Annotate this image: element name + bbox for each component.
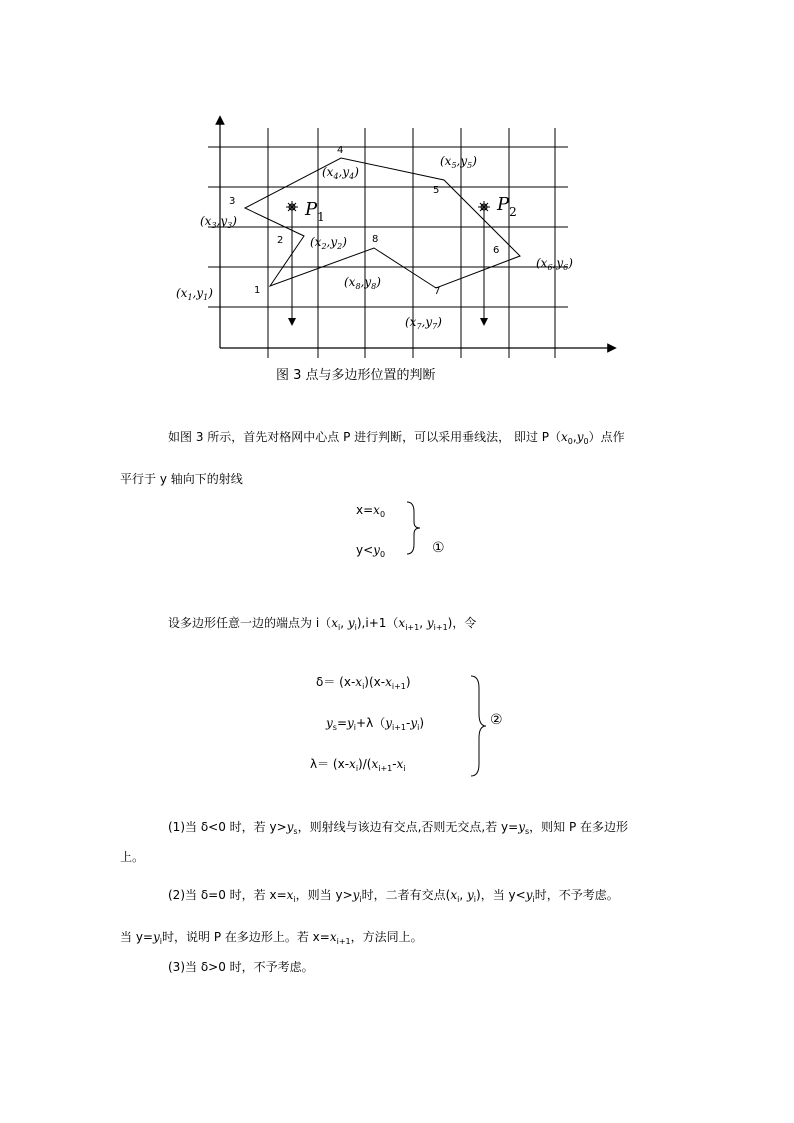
eq1-number: ① <box>432 540 445 556</box>
coord-label-3: $(x_3,y_3)$ <box>200 214 237 230</box>
case-1-line-2: 上。 <box>120 850 145 864</box>
vertex-label-5: 5 <box>433 185 440 196</box>
coord-label-2: $(x_2,y_2)$ <box>310 235 347 251</box>
eq2-number: ② <box>490 712 503 728</box>
case-2-line-1: (2)当 δ=0 时，若 $x=x_i$，则当 $y>y_i$时，二者有交点($x_i$, $y_i$)，当 $y<y_i$时，不予考虑。 <box>168 888 619 904</box>
coord-label-7: $(x_7,y_7)$ <box>405 315 442 331</box>
paragraph-1-line-2: 平行于 y 轴向下的射线 <box>120 472 243 486</box>
figure-caption: 图 3 点与多边形位置的判断 <box>276 368 436 383</box>
case-1-line-1: (1)当 δ<0 时，若 $y>y_s$，则射线与该边有交点,否则无交点,若 $y=y_s$，则知 P 在多边形 <box>168 820 629 836</box>
paragraph-1-line-1: 如图 3 所示，首先对格网中心点 P 进行判断，可以采用垂线法， 即过 $P(x_0,y_0)$点作 <box>168 430 625 446</box>
eq1-brace <box>404 500 424 556</box>
coord-label-1: $(x_1,y_1)$ <box>176 286 213 302</box>
paragraph-2: 设多边形任意一边的端点为 $i(x_i$, $y_i),i+1(x_{i+1}$, $y_{i+1}$)，令 <box>168 616 477 632</box>
eq2-line-1: $\delta= (x-x_i)(x-x_{i+1})$ <box>316 675 411 691</box>
coord-label-8: $(x_8,y_8)$ <box>344 275 381 291</box>
eq2-brace <box>468 674 490 778</box>
eq2-line-3: $\lambda= (x-x_i)/(x_{i+1}-x_i$ <box>310 757 406 773</box>
case-2-line-2: 当 $y=y_i$时，说明 P 在多边形上。若 $x=x_{i+1}$，方法同上。 <box>120 930 423 946</box>
point-p2-marker <box>478 201 490 213</box>
coord-label-4: $(x_4,y_4)$ <box>322 165 359 181</box>
vertex-label-2: 2 <box>277 235 284 246</box>
vertex-label-6: 6 <box>493 245 500 256</box>
figure-polygon-grid <box>0 0 794 400</box>
vertex-label-7: 7 <box>434 286 441 297</box>
vertex-label-4: 4 <box>337 145 344 156</box>
polygon-outline <box>245 158 520 288</box>
vertex-label-1: 1 <box>254 285 261 296</box>
point-p1-marker <box>286 201 298 213</box>
vertex-label-8: 8 <box>372 234 379 245</box>
eq1-line-1: $x=x_0$ <box>356 503 386 519</box>
point-label-p1: $P_1$ <box>305 199 325 224</box>
coord-label-5: $(x_5,y_5)$ <box>440 154 477 170</box>
vertex-label-3: 3 <box>229 196 236 207</box>
grid-lines <box>208 128 568 358</box>
eq1-line-2: $y<y_0$ <box>356 543 386 559</box>
eq2-line-2: $y_s=y_i+\lambda(y_{i+1}-y_i)$ <box>326 716 425 732</box>
point-label-p2: $P_2$ <box>497 194 517 219</box>
coord-label-6: $(x_6,y_6)$ <box>536 256 573 272</box>
case-3: (3)当 δ>0 时，不予考虑。 <box>168 960 314 974</box>
